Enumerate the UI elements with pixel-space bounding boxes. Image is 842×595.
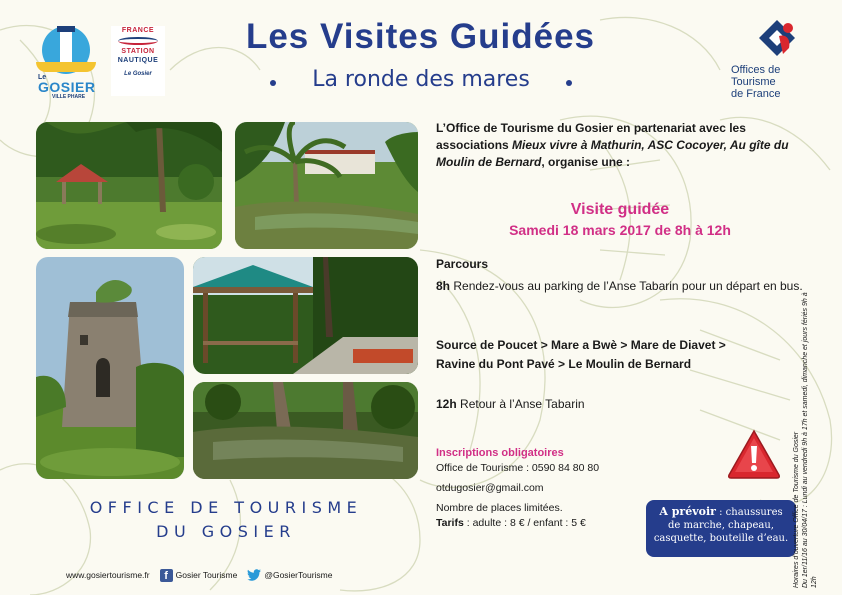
parcours-start: [436, 278, 804, 295]
start-time: 8h: [436, 279, 451, 293]
facebook-icon: f: [160, 569, 173, 582]
subtitle-dot-right: [566, 80, 572, 86]
places-limited: Nombre de places limitées.: [436, 502, 563, 514]
website-link[interactable]: www.gosiertourisme.fr: [66, 570, 150, 580]
station-place: Le Gosier: [124, 71, 152, 77]
parcours-heading: Parcours: [436, 257, 489, 271]
end-text: Retour à l’Anse Tabarin: [456, 397, 585, 411]
footer: [66, 567, 333, 583]
office-name: [36, 496, 416, 544]
inscriptions-email[interactable]: otdugosier@gmail.com: [436, 482, 544, 494]
opening-hours-line2: Du 1er/11/16 au 30/04/17 : Lundi au vendredi 9h à 17h et samedi, dimanche et jours fériés 9h à 12h: [802, 292, 818, 588]
route-line1: Source de Poucet > Mare a Bwè > Mare de Diavet >: [436, 338, 726, 352]
twitter-icon: [247, 569, 261, 581]
station-swoosh: [118, 37, 158, 45]
photo-pond-palm: [235, 122, 418, 249]
opening-hours-line1: Horaires d’ouverture Office de Tourisme du Gosier: [793, 431, 800, 588]
otf-line1: Offices de: [731, 64, 781, 76]
station-line2: STATION: [121, 48, 155, 55]
page-title: Les Visites Guidées: [245, 17, 596, 56]
otf-line3: de France: [731, 88, 781, 100]
photo-carbet-shelter: [193, 257, 418, 374]
tarifs: [436, 516, 586, 530]
a-prevoir-line1: : chaussures: [715, 507, 783, 518]
logo-gosier: [34, 24, 102, 98]
intro-part2: , organise une :: [541, 155, 631, 169]
a-prevoir-line2: de marche, chapeau,: [668, 520, 774, 531]
logo-gosier-sub: VILLE PHARE: [52, 94, 86, 100]
parcours-end: [436, 396, 804, 412]
warning-icon: [726, 428, 782, 480]
logo-gosier-le: Le: [38, 74, 47, 81]
station-line1: FRANCE: [121, 27, 155, 34]
opening-hours-note: [792, 288, 819, 588]
intro-paragraph: [436, 120, 804, 171]
a-prevoir-lead: A prévoir: [659, 505, 716, 518]
logo-gosier-name: GOSIER: [38, 79, 96, 95]
photo-gazebo-garden: [36, 122, 222, 249]
end-time: 12h: [436, 397, 457, 411]
photo-stone-windmill: [36, 257, 184, 479]
page-subtitle: La ronde des mares: [312, 67, 530, 92]
office-name-line1: OFFICE DE TOURISME: [89, 498, 363, 517]
station-line3: NAUTIQUE: [117, 57, 159, 64]
visit-date: Samedi 18 mars 2017 de 8h à 12h: [509, 222, 731, 238]
inscriptions-phone: Office de Tourisme : 0590 84 80 80: [436, 462, 600, 474]
logo-offices-tourisme-france: [727, 16, 819, 102]
intro-part1: L’Office de Tourisme du Gosier en partenariat avec les associations: [436, 121, 746, 152]
start-text: Rendez-vous au parking de l’Anse Tabarin pour un départ en bus.: [450, 279, 803, 293]
visit-title: Visite guidée: [570, 201, 670, 218]
logo-station-nautique: [111, 26, 165, 96]
photo-forest-pond: [193, 382, 418, 479]
logo-wave: [36, 62, 96, 72]
tarifs-value: : adulte : 8 € / enfant : 5 €: [463, 517, 586, 529]
otf-line2: Tourisme: [731, 76, 776, 88]
route-line2: Ravine du Pont Pavé > Le Moulin de Bernard: [436, 357, 692, 371]
lighthouse-icon: [60, 30, 72, 64]
intro-partners: Mieux vivre à Mathurin, ASC Cocoyer, Au gîte du Moulin de Bernard: [436, 138, 789, 169]
otf-mark-icon: [755, 16, 799, 60]
facebook-link[interactable]: Gosier Tourisme: [175, 570, 238, 580]
inscriptions-title: Inscriptions obligatoires: [436, 447, 564, 459]
office-name-line2: DU GOSIER: [156, 522, 296, 541]
twitter-link[interactable]: @GosierTourisme: [264, 570, 333, 580]
a-prevoir-box: [646, 500, 796, 557]
parcours-route: [436, 336, 804, 374]
tarifs-label: Tarifs: [436, 517, 464, 529]
a-prevoir-line3: casquette, bouteille d’eau.: [653, 533, 789, 544]
